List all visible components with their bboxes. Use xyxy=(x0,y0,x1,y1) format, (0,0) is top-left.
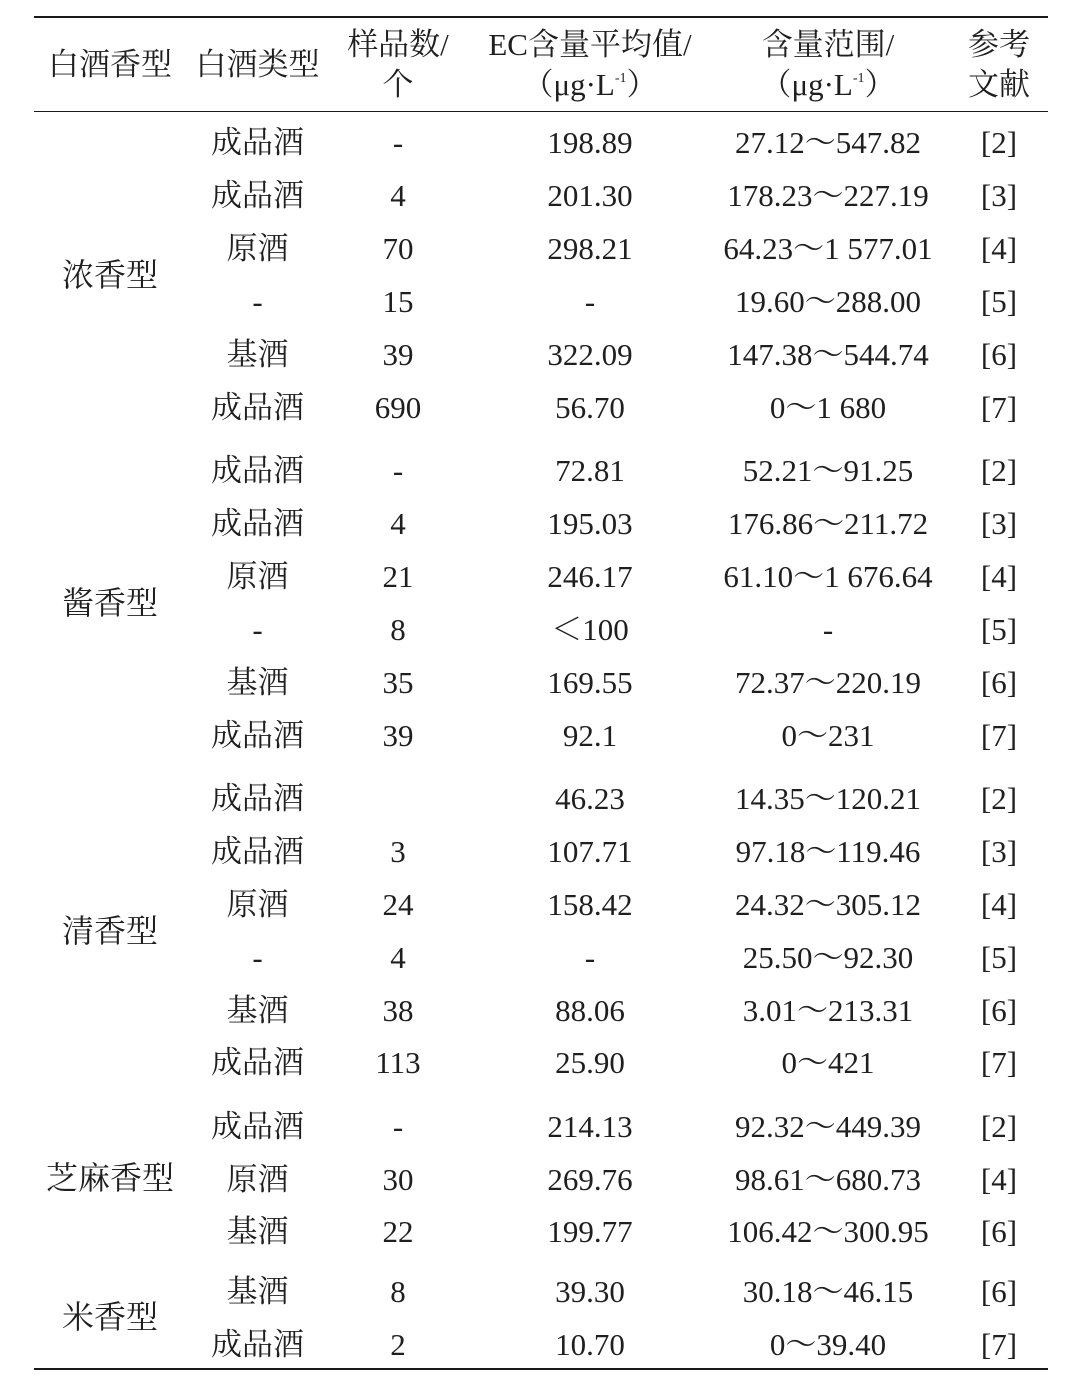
group-aroma-label: 米香型 xyxy=(61,1299,158,1335)
cell-liquor-type: 基酒 xyxy=(226,993,289,1028)
cell-reference: [3] xyxy=(980,178,1018,213)
header-count-line1: 样品数/ xyxy=(347,26,449,62)
cell-sample-count: 24 xyxy=(382,887,414,922)
group-aroma-label: 清香型 xyxy=(61,913,158,949)
cell-ec-mean: 25.90 xyxy=(555,1045,625,1080)
cell-ec-mean: - xyxy=(584,940,596,975)
cell-reference: [5] xyxy=(980,284,1018,319)
table-bottom-rule xyxy=(34,1368,1048,1370)
cell-liquor-type: 成品酒 xyxy=(211,178,304,213)
header-mean xyxy=(470,18,710,111)
cell-sample-count: 38 xyxy=(382,993,414,1028)
cell-ec-mean: 107.71 xyxy=(547,834,633,869)
header-mean-unit-sup: -1 xyxy=(614,70,627,86)
cell-ec-mean: 158.42 xyxy=(547,887,633,922)
header-ref xyxy=(955,18,1043,111)
cell-ec-range: 25.50～92.30 xyxy=(742,940,914,975)
cell-sample-count: 4 xyxy=(390,178,406,213)
cell-ec-mean: 214.13 xyxy=(547,1109,633,1144)
cell-ec-mean: ＜100 xyxy=(551,612,629,647)
cell-sample-count xyxy=(338,779,458,819)
cell-ec-range: 52.21～91.25 xyxy=(742,453,914,488)
cell-sample-count: 15 xyxy=(382,284,414,319)
header-range-unit xyxy=(760,65,895,105)
cell-sample-count: - xyxy=(392,1109,404,1144)
cell-liquor-type: 基酒 xyxy=(226,665,289,700)
cell-reference: [7] xyxy=(980,718,1018,753)
cell-ec-range: 61.10～1 676.64 xyxy=(723,559,933,594)
cell-sample-count: 2 xyxy=(390,1327,406,1362)
cell-ec-mean: 72.81 xyxy=(555,453,625,488)
cell-reference: [2] xyxy=(980,1109,1018,1144)
cell-sample-count: 35 xyxy=(382,665,414,700)
cell-liquor-type: 成品酒 xyxy=(211,125,304,160)
cell-ec-mean: 10.70 xyxy=(555,1327,625,1362)
cell-liquor-type: 基酒 xyxy=(226,1214,289,1249)
cell-ec-range: 64.23～1 577.01 xyxy=(723,231,933,266)
cell-reference: [2] xyxy=(980,125,1018,160)
cell-liquor-type: - xyxy=(252,612,263,647)
header-mean-unit-a: （μg·L xyxy=(522,66,615,102)
cell-liquor-type: 成品酒 xyxy=(211,1327,304,1362)
cell-reference: [4] xyxy=(980,231,1018,266)
cell-sample-count: 113 xyxy=(375,1045,421,1080)
cell-sample-count: 39 xyxy=(382,718,414,753)
cell-ec-range: 147.38～544.74 xyxy=(727,337,929,372)
header-mean-line1: EC含量平均值/ xyxy=(488,26,692,62)
cell-sample-count: 8 xyxy=(390,612,406,647)
header-count xyxy=(338,18,458,111)
cell-sample-count: 4 xyxy=(390,506,406,541)
cell-liquor-type: - xyxy=(252,284,263,319)
cell-liquor-type: 原酒 xyxy=(226,887,289,922)
cell-liquor-type: 成品酒 xyxy=(211,390,304,425)
header-count-line2: 个 xyxy=(382,66,414,102)
cell-reference: [4] xyxy=(980,559,1018,594)
group-aroma-label: 芝麻香型 xyxy=(45,1160,174,1196)
cell-reference: [3] xyxy=(980,506,1018,541)
group-aroma-label: 酱香型 xyxy=(61,585,158,621)
cell-ec-range: 176.86～211.72 xyxy=(727,506,929,541)
cell-ec-mean: - xyxy=(584,284,596,319)
cell-reference: [4] xyxy=(980,887,1018,922)
header-range-line1: 含量范围/ xyxy=(761,26,895,62)
cell-reference: [6] xyxy=(980,337,1018,372)
cell-ec-mean: 201.30 xyxy=(547,178,633,213)
cell-ec-range: 27.12～547.82 xyxy=(735,125,921,160)
cell-liquor-type: 基酒 xyxy=(226,337,289,372)
header-range-unit-sup: -1 xyxy=(852,70,865,86)
cell-ec-mean: 298.21 xyxy=(547,231,633,266)
header-mean-unit xyxy=(522,65,657,105)
cell-ec-mean: 199.77 xyxy=(547,1214,633,1249)
cell-reference: [7] xyxy=(980,1045,1018,1080)
cell-sample-count: 22 xyxy=(382,1214,414,1249)
cell-liquor-type: 成品酒 xyxy=(211,718,304,753)
cell-reference: [3] xyxy=(980,834,1018,869)
cell-reference: [4] xyxy=(980,1162,1018,1197)
header-range xyxy=(700,18,956,111)
group-aroma-label: 浓香型 xyxy=(61,257,158,293)
cell-reference: [2] xyxy=(980,453,1018,488)
cell-liquor-type: 原酒 xyxy=(226,231,289,266)
cell-liquor-type: 原酒 xyxy=(226,559,289,594)
cell-ec-mean: 88.06 xyxy=(555,993,625,1028)
cell-ec-range: - xyxy=(822,612,834,647)
cell-ec-mean: 322.09 xyxy=(547,337,633,372)
cell-ec-range: 92.32～449.39 xyxy=(735,1109,921,1144)
cell-ec-range: 98.61～680.73 xyxy=(735,1162,921,1197)
cell-reference: [6] xyxy=(980,1274,1018,1309)
cell-ec-range: 3.01～213.31 xyxy=(742,993,914,1028)
table-header-rule xyxy=(34,111,1048,112)
cell-reference: [6] xyxy=(980,993,1018,1028)
cell-ec-range: 19.60～288.00 xyxy=(735,284,921,319)
header-mean-unit-b: ） xyxy=(626,66,658,102)
cell-reference: [7] xyxy=(980,390,1018,425)
cell-reference: [7] xyxy=(980,1327,1018,1362)
header-aroma-label: 白酒香型 xyxy=(48,46,172,82)
cell-sample-count: 4 xyxy=(390,940,406,975)
cell-liquor-type: 原酒 xyxy=(226,1162,289,1197)
cell-liquor-type: 成品酒 xyxy=(211,453,304,488)
cell-reference: [5] xyxy=(980,612,1018,647)
cell-ec-range: 14.35～120.21 xyxy=(735,781,921,816)
cell-reference: [6] xyxy=(980,665,1018,700)
cell-sample-count: 70 xyxy=(382,231,414,266)
cell-sample-count: 8 xyxy=(390,1274,406,1309)
cell-liquor-type: 成品酒 xyxy=(211,781,304,816)
header-aroma xyxy=(40,18,180,111)
cell-sample-count: 39 xyxy=(382,337,414,372)
cell-ec-range: 30.18～46.15 xyxy=(742,1274,914,1309)
cell-ec-range: 0～39.40 xyxy=(769,1327,887,1362)
header-range-unit-a: （μg·L xyxy=(760,66,853,102)
cell-reference: [2] xyxy=(980,781,1018,816)
cell-liquor-type: 成品酒 xyxy=(211,1045,304,1080)
cell-ec-mean: 169.55 xyxy=(547,665,633,700)
cell-ec-mean: 269.76 xyxy=(547,1162,633,1197)
cell-ec-range: 0～421 xyxy=(781,1045,875,1080)
cell-liquor-type: 成品酒 xyxy=(211,834,304,869)
cell-sample-count: - xyxy=(392,125,404,160)
cell-ec-mean: 46.23 xyxy=(555,781,625,816)
cell-liquor-type: 成品酒 xyxy=(211,1109,304,1144)
cell-ec-range: 97.18～119.46 xyxy=(735,834,921,869)
cell-liquor-type: - xyxy=(252,940,263,975)
header-type-label: 白酒类型 xyxy=(195,46,320,82)
cell-ec-mean: 246.17 xyxy=(547,559,633,594)
cell-ec-range: 178.23～227.19 xyxy=(727,178,929,213)
cell-liquor-type: 成品酒 xyxy=(211,506,304,541)
header-type xyxy=(190,18,325,111)
cell-sample-count: 3 xyxy=(390,834,406,869)
cell-ec-range: 24.32～305.12 xyxy=(735,887,921,922)
cell-reference: [5] xyxy=(980,940,1018,975)
cell-ec-range: 0～231 xyxy=(781,718,875,753)
header-ref-line2: 文献 xyxy=(968,66,1030,102)
cell-reference: [6] xyxy=(980,1214,1018,1249)
cell-sample-count: 21 xyxy=(382,559,414,594)
cell-ec-mean: 195.03 xyxy=(547,506,633,541)
cell-ec-range: 106.42～300.95 xyxy=(727,1214,929,1249)
cell-ec-mean: 56.70 xyxy=(555,390,625,425)
cell-ec-mean: 39.30 xyxy=(555,1274,625,1309)
header-range-unit-b: ） xyxy=(864,66,896,102)
cell-sample-count: 690 xyxy=(374,390,422,425)
cell-sample-count: - xyxy=(392,453,404,488)
cell-sample-count: 30 xyxy=(382,1162,414,1197)
cell-ec-mean: 92.1 xyxy=(562,718,618,753)
cell-ec-range: 0～1 680 xyxy=(769,390,887,425)
header-ref-line1: 参考 xyxy=(968,26,1030,62)
cell-ec-range: 72.37～220.19 xyxy=(735,665,921,700)
cell-ec-mean: 198.89 xyxy=(547,125,633,160)
cell-liquor-type: 基酒 xyxy=(226,1274,289,1309)
